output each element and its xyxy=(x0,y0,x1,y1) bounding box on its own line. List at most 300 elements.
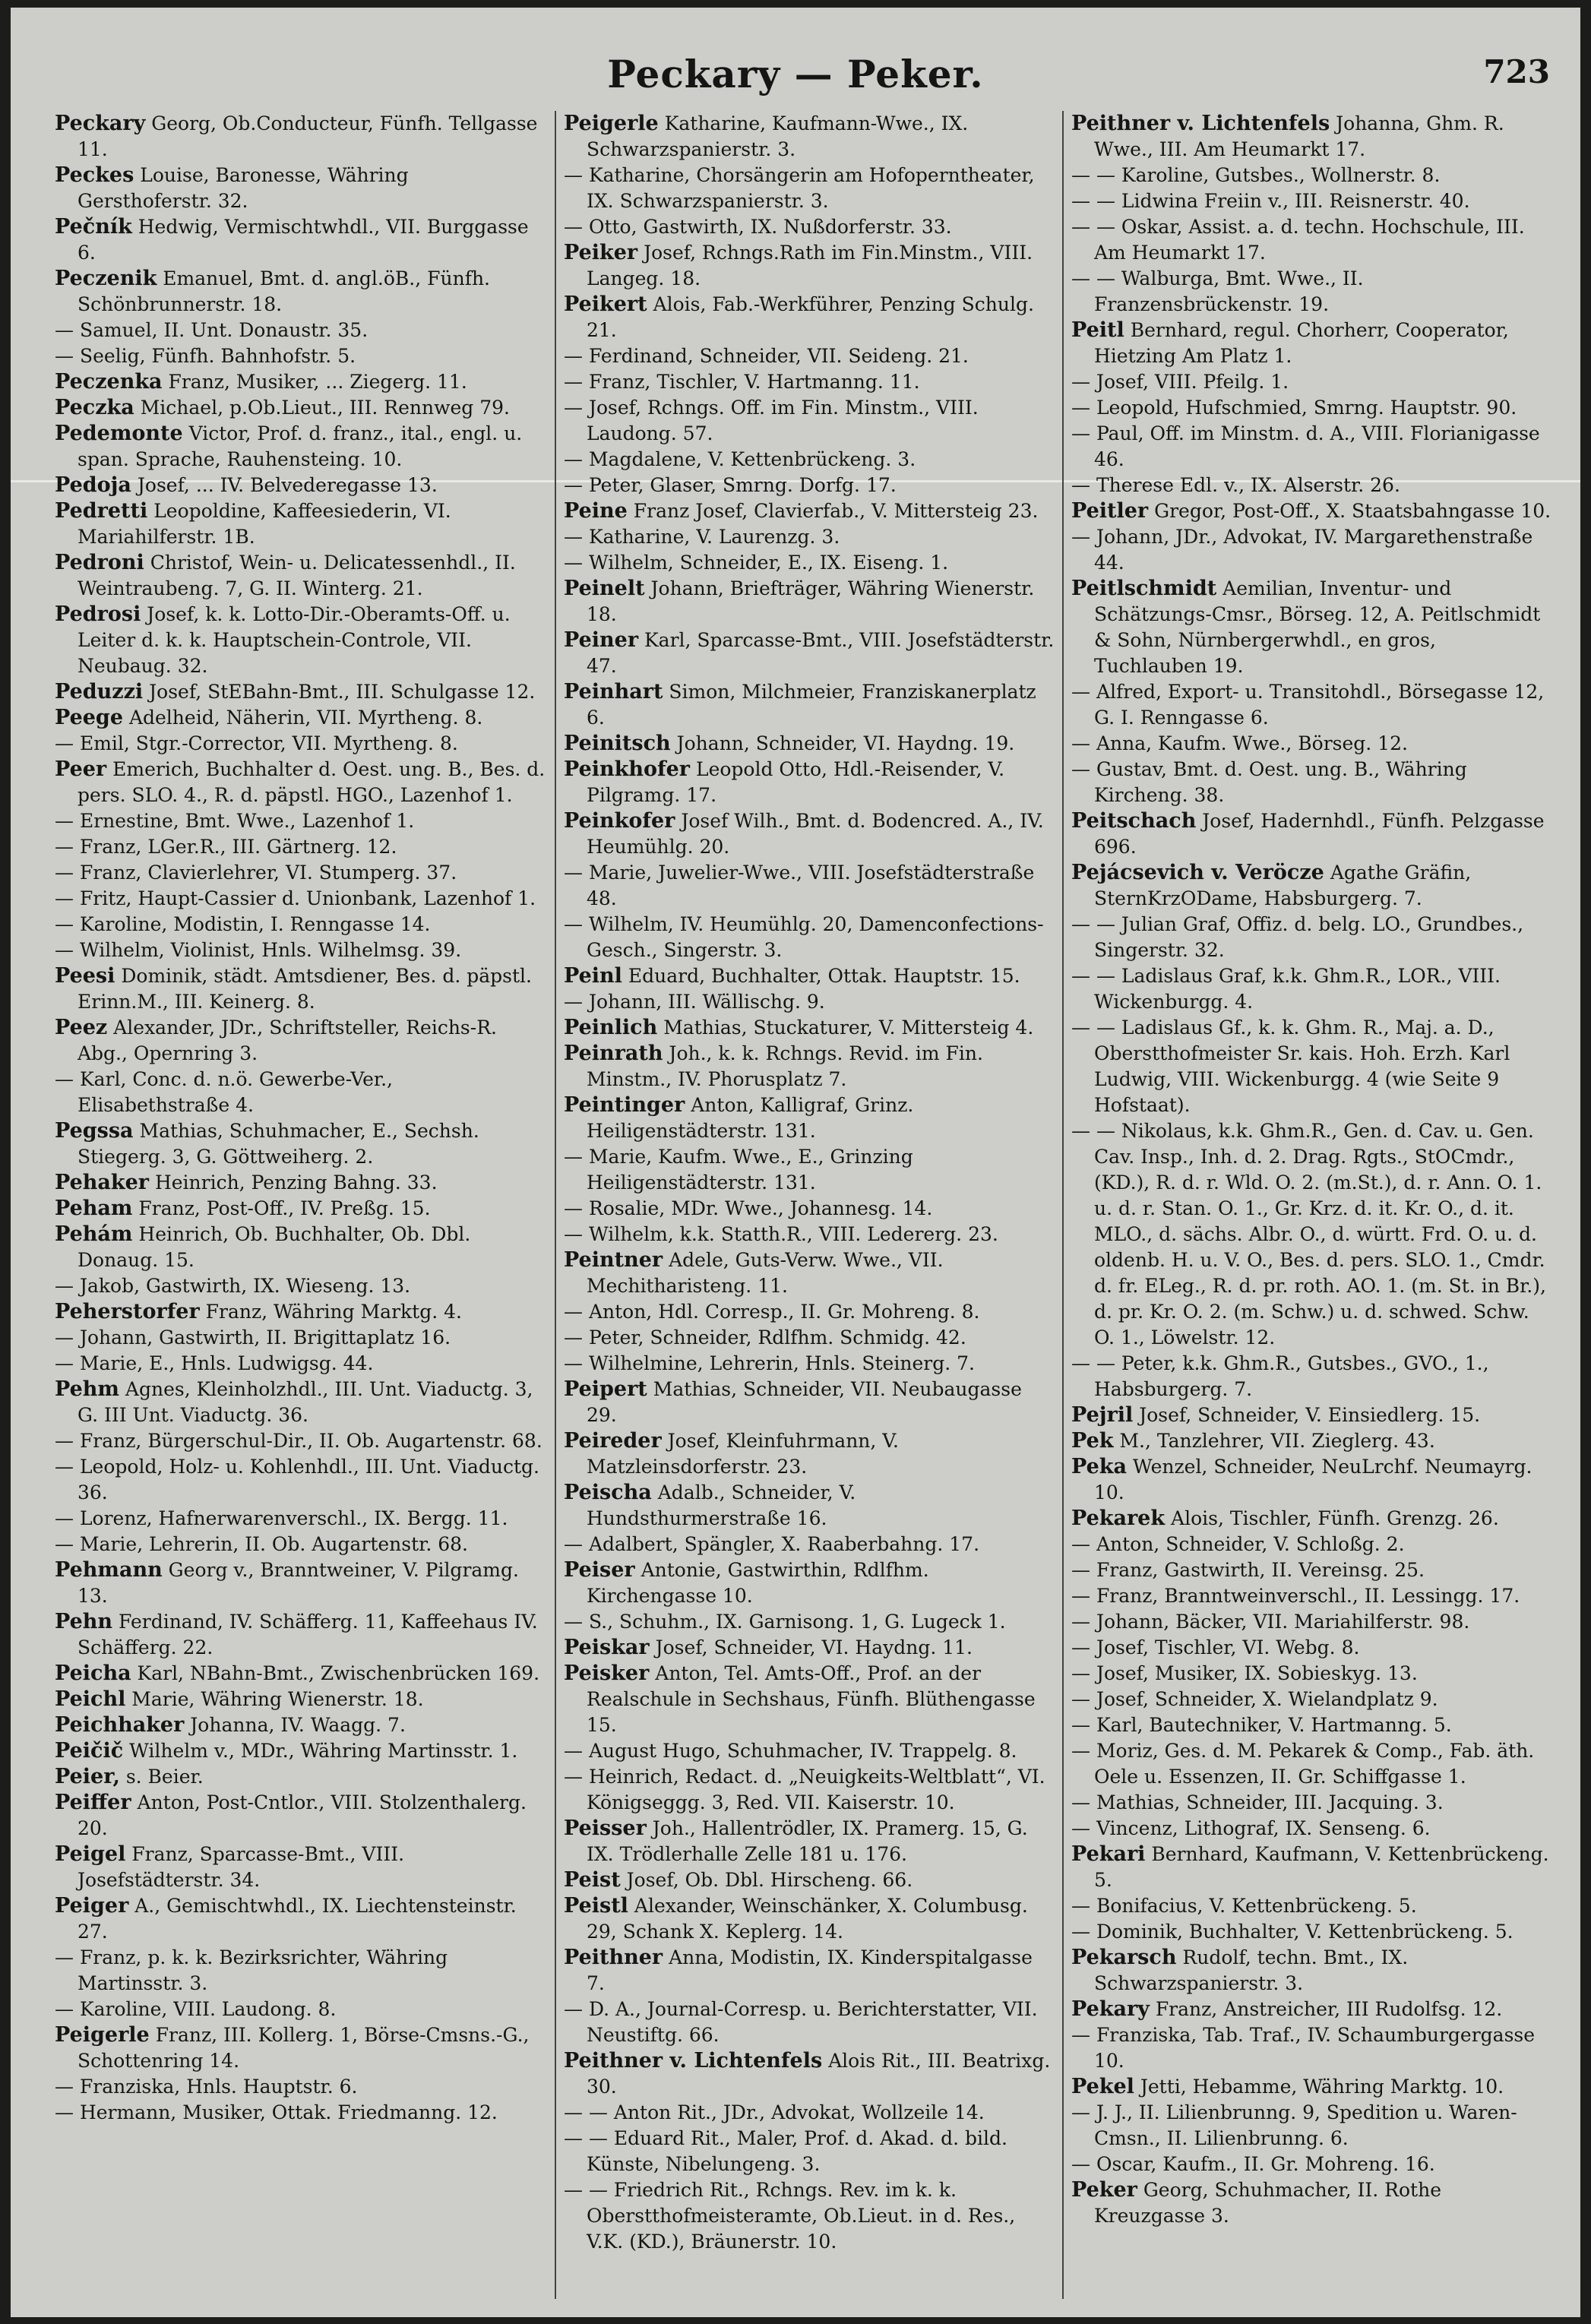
entry-surname: Peipert xyxy=(564,1377,647,1401)
directory-entry xyxy=(55,1712,549,1738)
entry-details: — Therese Edl. v., IX. Alserstr. 26. xyxy=(1071,474,1400,496)
entry-details: — J. J., II. Lilienbrunng. 9, Spedition u. Waren-Cmsn., II. Lilienbrunng. 6. xyxy=(1071,2101,1517,2149)
entry-details: — Wilhelm, IV. Heumühlg. 20, Damenconfections-Gesch., Singerstr. 3. xyxy=(564,913,1044,961)
directory-entry xyxy=(1071,757,1553,808)
directory-entry xyxy=(564,1325,1056,1351)
directory-entry xyxy=(55,111,549,163)
directory-entry xyxy=(564,2126,1056,2177)
directory-entry xyxy=(1071,1790,1553,1816)
directory-entry xyxy=(55,1764,549,1790)
directory-entry xyxy=(564,111,1056,163)
entry-details: — Leopold, Holz- u. Kohlenhdl., III. Unt. Viaductg. 36. xyxy=(55,1456,539,1503)
entry-surname: Peisker xyxy=(564,1662,650,1685)
directory-entry xyxy=(564,1247,1056,1299)
entry-details: Emerich, Buchhalter d. Oest. ung. B., Bes. d. pers. SLO. 4., R. d. päpstl. HGO., Lazenhof 1. xyxy=(77,758,546,806)
entry-details: — Otto, Gastwirth, IX. Nußdorferstr. 33. xyxy=(564,216,952,238)
entry-details: — — Anton Rit., JDr., Advokat, Wollzeile 14. xyxy=(564,2101,985,2123)
entry-surname: Pedemonte xyxy=(55,422,183,445)
entry-surname: Pejácsevich v. Veröcze xyxy=(1071,861,1324,884)
entry-surname: Peiger xyxy=(55,1894,129,1918)
entry-details: — Franz, Bürgerschul-Dir., II. Ob. Augartenstr. 68. xyxy=(55,1430,542,1452)
entry-surname: Pek xyxy=(1071,1429,1114,1453)
directory-entry xyxy=(55,860,549,886)
directory-entry xyxy=(55,266,549,318)
entry-details: Michael, p.Ob.Lieut., III. Rennweg 79. xyxy=(140,397,510,419)
entry-details: Gregor, Post-Off., X. Staatsbahngasse 10. xyxy=(1154,500,1551,522)
entry-details: — Anton, Schneider, V. Schloßg. 2. xyxy=(1071,1533,1405,1555)
entry-details: — — Lidwina Freiin v., III. Reisnerstr. 40. xyxy=(1071,190,1470,212)
directory-entry xyxy=(564,1222,1056,1247)
entry-details: Rudolf, techn. Bmt., IX. Schwarzspanierstr. 3. xyxy=(1094,1946,1409,1994)
entry-details: Karl, NBahn-Bmt., Zwischenbrücken 169. xyxy=(137,1662,540,1684)
directory-entry xyxy=(564,679,1056,731)
entry-details: — Wilhelmine, Lehrerin, Hnls. Steinerg. 7. xyxy=(564,1352,975,1374)
entry-details: — Franz, Gastwirth, II. Vereinsg. 25. xyxy=(1071,1559,1425,1581)
entry-surname: Pekari xyxy=(1071,1842,1146,1866)
directory-entry xyxy=(564,292,1056,343)
entry-surname: Pehn xyxy=(55,1610,113,1633)
directory-entry xyxy=(55,1661,549,1687)
directory-entry xyxy=(55,705,549,731)
directory-entry xyxy=(55,808,549,834)
entry-details: Franz, III. Kollerg. 1, Börse-Cmsns.-G., Schottenring 14. xyxy=(77,2024,530,2072)
directory-entry xyxy=(564,1557,1056,1609)
entry-details: Ferdinand, IV. Schäfferg. 11, Kaffeehaus IV. Schäfferg. 22. xyxy=(77,1611,538,1658)
entry-surname: Peistl xyxy=(564,1894,628,1918)
directory-entry xyxy=(55,1273,549,1299)
entry-details: Franz, Sparcasse-Bmt., VIII. Josefstädterstr. 34. xyxy=(77,1843,405,1891)
entry-details: — Mathias, Schneider, III. Jacquing. 3. xyxy=(1071,1791,1444,1813)
entry-surname: Peikert xyxy=(564,292,647,316)
entry-details: Katharine, Kaufmann-Wwe., IX. Schwarzspanierstr. 3. xyxy=(587,112,969,160)
directory-entry xyxy=(564,2048,1056,2100)
entry-details: — Josef, Musiker, IX. Sobieskyg. 13. xyxy=(1071,1662,1418,1684)
entry-details: — Wilhelm, k.k. Statth.R., VIII. Ledererg. 23. xyxy=(564,1223,998,1245)
entry-surname: Peinrath xyxy=(564,1042,663,1065)
directory-entry xyxy=(564,1532,1056,1557)
entry-details: Josef, Kleinfuhrmann, V. Matzleinsdorferstr. 23. xyxy=(587,1430,899,1478)
directory-entry xyxy=(564,369,1056,395)
directory-entry xyxy=(1071,1118,1553,1351)
directory-entry xyxy=(55,1325,549,1351)
directory-entry xyxy=(55,2100,549,2126)
directory-entry xyxy=(1071,2152,1553,2177)
entry-surname: Peigel xyxy=(55,1842,126,1866)
entry-details: Wenzel, Schneider, NeuLrchf. Neumayrg. 10. xyxy=(1094,1456,1532,1503)
directory-entry xyxy=(1071,2177,1553,2229)
entry-surname: Peczenik xyxy=(55,267,157,290)
directory-entry xyxy=(55,498,549,550)
entry-surname: Pehm xyxy=(55,1377,119,1401)
directory-entry xyxy=(1071,163,1553,188)
entry-details: Aemilian, Inventur- und Schätzungs-Cmsr., Börseg. 12, A. Peitlschmidt & Sohn, Nürnbergerwhdl., en gros, Tuchlauben 19. xyxy=(1094,577,1541,677)
directory-entry xyxy=(1071,1532,1553,1557)
directory-entry xyxy=(55,1351,549,1377)
entry-surname: Peiffer xyxy=(55,1791,131,1814)
entry-details: A., Gemischtwhdl., IX. Liechtensteinstr. 27. xyxy=(77,1895,517,1943)
entry-surname: Peitl xyxy=(1071,318,1124,342)
entry-surname: Peinkofer xyxy=(564,809,675,833)
entry-details: — Johann, JDr., Advokat, IV. Margarethenstraße 44. xyxy=(1071,526,1533,574)
entry-details: — Johann, III. Wällischg. 9. xyxy=(564,991,825,1013)
entry-details: Simon, Milchmeier, Franziskanerplatz 6. xyxy=(587,681,1036,729)
entry-details: — Wilhelm, Violinist, Hnls. Wilhelmsg. 39. xyxy=(55,939,462,961)
entry-details: Bernhard, regul. Chorherr, Cooperator, Hietzing Am Platz 1. xyxy=(1094,319,1509,367)
entry-details: Heinrich, Ob. Buchhalter, Ob. Dbl. Donaug. 15. xyxy=(77,1223,471,1271)
entry-details: Johanna, IV. Waagg. 7. xyxy=(190,1714,406,1736)
directory-entry xyxy=(564,1015,1056,1041)
directory-entry xyxy=(1071,1454,1553,1506)
directory-entry xyxy=(564,1092,1056,1144)
directory-entry xyxy=(1071,111,1553,163)
entry-details: Anton, Kalligraf, Grinz. Heiligenstädterstr. 131. xyxy=(587,1094,914,1142)
directory-entry xyxy=(564,524,1056,550)
entry-details: — Peter, Schneider, Rdlfhm. Schmidg. 42. xyxy=(564,1326,966,1349)
entry-details: — Marie, Lehrerin, II. Ob. Augartenstr. 68. xyxy=(55,1533,468,1555)
directory-entry xyxy=(1071,421,1553,473)
entry-surname: Peinl xyxy=(564,964,622,988)
entry-details: Alois, Fab.-Werkführer, Penzing Schulg. 21. xyxy=(587,293,1034,341)
entry-details: — Alfred, Export- u. Transitohdl., Börsegasse 12, G. I. Renngasse 6. xyxy=(1071,681,1545,729)
directory-entry xyxy=(1071,266,1553,318)
directory-entry xyxy=(1071,1402,1553,1428)
directory-entry xyxy=(55,2074,549,2100)
entry-surname: Peintner xyxy=(564,1248,663,1272)
directory-entry xyxy=(55,1532,549,1557)
directory-entry xyxy=(564,343,1056,369)
directory-entry xyxy=(55,731,549,757)
entry-details: Josef, StEBahn-Bmt., III. Schulgasse 12. xyxy=(149,681,536,703)
directory-entry xyxy=(564,576,1056,628)
entry-details: — August Hugo, Schuhmacher, IV. Trappelg. 8. xyxy=(564,1740,1017,1762)
entry-details: Agathe Gräfin, SternKrzODame, Habsburgerg. 7. xyxy=(1094,862,1472,909)
entry-details: Louise, Baronesse, Währing Gersthoferstr. 32. xyxy=(77,164,409,212)
directory-columns xyxy=(55,111,1559,2299)
entry-surname: Peichhaker xyxy=(55,1713,185,1737)
directory-entry xyxy=(55,1687,549,1712)
directory-entry xyxy=(564,1196,1056,1222)
entry-details: — Anton, Hdl. Corresp., II. Gr. Mohreng. 8. xyxy=(564,1301,980,1323)
directory-entry xyxy=(564,447,1056,473)
entry-details: — Moriz, Ges. d. M. Pekarek & Comp., Fab. äth. Oele u. Essenzen, II. Gr. Schiffgasse 1. xyxy=(1071,1740,1535,1788)
entry-details: — Franz, Branntweinverschl., II. Lessingg. 17. xyxy=(1071,1585,1520,1607)
entry-details: — Wilhelm, Schneider, E., IX. Eiseng. 1. xyxy=(564,552,949,574)
directory-entry xyxy=(1071,808,1553,860)
directory-entry xyxy=(1071,1506,1553,1532)
entry-surname: Pekarek xyxy=(1071,1507,1166,1530)
entry-details: Victor, Prof. d. franz., ital., engl. u. span. Sprache, Rauhensteing. 10. xyxy=(77,422,523,470)
directory-entry xyxy=(564,1480,1056,1532)
entry-details: Christof, Wein- u. Delicatessenhdl., II. Weintraubeng. 7, G. II. Winterg. 21. xyxy=(77,552,516,599)
entry-details: Heinrich, Penzing Bahng. 33. xyxy=(154,1171,438,1194)
entry-details: Mathias, Stuckaturer, V. Mittersteig 4. xyxy=(663,1017,1034,1039)
entry-details: — Josef, Tischler, VI. Webg. 8. xyxy=(1071,1636,1360,1658)
entry-details: — Josef, Schneider, X. Wielandplatz 9. xyxy=(1071,1688,1438,1710)
entry-details: — Fritz, Haupt-Cassier d. Unionbank, Lazenhof 1. xyxy=(55,887,536,909)
directory-entry xyxy=(55,473,549,498)
directory-entry xyxy=(55,163,549,214)
entry-details: Joh., Hallentrödler, IX. Pramerg. 15, G. IX. Trödlerhalle Zelle 181 u. 176. xyxy=(587,1817,1028,1865)
entry-surname: Peithner v. Lichtenfels xyxy=(564,2049,823,2073)
directory-entry xyxy=(1071,1816,1553,1842)
entry-surname: Peczenka xyxy=(55,370,163,394)
directory-entry xyxy=(564,1635,1056,1661)
directory-entry xyxy=(564,757,1056,808)
entry-details: — Josef, Rchngs. Off. im Fin. Minstm., VIII. Laudong. 57. xyxy=(564,397,979,444)
directory-entry xyxy=(564,963,1056,989)
directory-entry xyxy=(1071,1557,1553,1583)
entry-details: Josef, ... IV. Belvederegasse 13. xyxy=(137,474,438,496)
entry-surname: Peigerle xyxy=(55,2023,150,2047)
entry-surname: Pegssa xyxy=(55,1119,134,1143)
entry-details: Adele, Guts-Verw. Wwe., VII. Mechitharisteng. 11. xyxy=(587,1249,944,1297)
entry-surname: Peischa xyxy=(564,1481,652,1504)
directory-entry xyxy=(564,1893,1056,1945)
entry-details: — Anna, Kaufm. Wwe., Börseg. 12. xyxy=(1071,732,1408,754)
entry-details: — Gustav, Bmt. d. Oest. ung. B., Währing Kircheng. 38. xyxy=(1071,758,1467,806)
entry-details: — Magdalene, V. Kettenbrückeng. 3. xyxy=(564,448,916,470)
entry-details: — Samuel, II. Unt. Donaustr. 35. xyxy=(55,319,368,341)
entry-details: Emanuel, Bmt. d. angl.öB., Fünfh. Schönbrunnerstr. 18. xyxy=(77,267,490,315)
directory-entry xyxy=(55,1377,549,1428)
directory-entry xyxy=(1071,1997,1553,2022)
directory-entry xyxy=(564,163,1056,214)
entry-details: — Emil, Stgr.-Corrector, VII. Myrtheng. 8. xyxy=(55,732,458,754)
entry-details: — — Julian Graf, Offiz. d. belg. LO., Grundbes., Singerstr. 32. xyxy=(1071,913,1524,961)
entry-details: — Ferdinand, Schneider, VII. Seideng. 21. xyxy=(564,345,969,367)
entry-details: — Katharine, V. Laurenzg. 3. xyxy=(564,526,840,548)
directory-entry xyxy=(1071,1738,1553,1790)
entry-details: Alexander, Weinschänker, X. Columbusg. 29, Schank X. Keplerg. 14. xyxy=(587,1895,1028,1943)
directory-entry xyxy=(55,1790,549,1842)
entry-details: — — Eduard Rit., Maler, Prof. d. Akad. d. bild. Künste, Nibelungeng. 3. xyxy=(564,2127,1007,2175)
entry-surname: Pehmann xyxy=(55,1558,163,1582)
directory-entry xyxy=(55,369,549,395)
entry-surname: Pehám xyxy=(55,1222,133,1246)
entry-details: — Franziska, Hnls. Hauptstr. 6. xyxy=(55,2076,358,2098)
entry-details: Alois Rit., III. Beatrixg. 30. xyxy=(587,2050,1051,2098)
entry-surname: Pedoja xyxy=(55,473,131,497)
entry-surname: Peesi xyxy=(55,964,115,988)
entry-surname: Peine xyxy=(564,499,628,523)
entry-surname: Peker xyxy=(1071,2178,1137,2202)
directory-entry xyxy=(1071,1945,1553,1997)
directory-entry xyxy=(1071,498,1553,524)
entry-details: — Paul, Off. im Minstm. d. A., VIII. Florianigasse 46. xyxy=(1071,422,1540,470)
entry-details: Eduard, Buchhalter, Ottak. Hauptstr. 15. xyxy=(628,965,1020,987)
entry-details: Johanna, Ghm. R. Wwe., III. Am Heumarkt 17. xyxy=(1094,112,1504,160)
directory-entry xyxy=(55,1015,549,1067)
directory-entry xyxy=(55,1506,549,1532)
entry-surname: Pedrosi xyxy=(55,602,141,626)
directory-entry xyxy=(1071,1428,1553,1454)
entry-details: Josef, Ob. Dbl. Hirscheng. 66. xyxy=(626,1869,913,1891)
entry-surname: Pehaker xyxy=(55,1171,149,1194)
directory-entry xyxy=(55,550,549,602)
directory-entry xyxy=(55,343,549,369)
entry-details: — Dominik, Buchhalter, V. Kettenbrückeng. 5. xyxy=(1071,1921,1514,1943)
entry-details: Josef, Schneider, V. Einsiedlerg. 15. xyxy=(1139,1404,1481,1426)
directory-entry xyxy=(564,2100,1056,2126)
entry-surname: Peherstorfer xyxy=(55,1300,200,1323)
directory-entry xyxy=(564,240,1056,292)
directory-entry xyxy=(55,421,549,473)
directory-entry xyxy=(564,860,1056,912)
directory-entry xyxy=(1071,1712,1553,1738)
entry-details: — D. A., Journal-Corresp. u. Berichterstatter, VII. Neustiftg. 66. xyxy=(564,1998,1038,2046)
entry-details: — S., Schuhm., IX. Garnisong. 1, G. Lugeck 1. xyxy=(564,1611,1006,1633)
entry-details: — — Peter, k.k. Ghm.R., Gutsbes., GVO., 1., Habsburgerg. 7. xyxy=(1071,1352,1489,1400)
directory-entry xyxy=(564,1609,1056,1635)
entry-details: Franz, Post-Off., IV. Preßg. 15. xyxy=(138,1197,431,1219)
directory-entry xyxy=(1071,395,1553,421)
entry-details: Leopoldine, Kaffeesiederin, VI. Mariahilferstr. 1B. xyxy=(77,500,451,548)
entry-surname: Peege xyxy=(55,706,123,729)
entry-surname: Peka xyxy=(1071,1455,1127,1478)
entry-details: — — Ladislaus Gf., k. k. Ghm. R., Maj. a. D., Oberstthofmeister Sr. kais. Hoh. Erzh. Karl Ludwig, VIII. Wickenburgg. 4 (wie Seite 9 Hofstaat). xyxy=(1071,1017,1510,1116)
entry-details: Josef Wilh., Bmt. d. Bodencred. A., IV. Heumühlg. 20. xyxy=(587,810,1044,858)
entry-surname: Pečník xyxy=(55,215,132,239)
column-2 xyxy=(556,111,1064,2299)
entry-surname: Peinelt xyxy=(564,577,645,600)
directory-entry xyxy=(1071,473,1553,498)
entry-surname: Pejril xyxy=(1071,1403,1134,1427)
entry-details: — Karoline, Modistin, I. Renngasse 14. xyxy=(55,913,431,935)
entry-details: — Karl, Bautechniker, V. Hartmanng. 5. xyxy=(1071,1714,1452,1736)
directory-entry xyxy=(55,963,549,1015)
entry-details: — — Ladislaus Graf, k.k. Ghm.R., LOR., VIII. Wickenburgg. 4. xyxy=(1071,965,1501,1013)
directory-entry xyxy=(564,498,1056,524)
directory-entry xyxy=(1071,214,1553,266)
entry-surname: Peier, xyxy=(55,1765,120,1788)
entry-surname: Peicha xyxy=(55,1662,131,1685)
directory-entry xyxy=(564,628,1056,679)
entry-details: — Josef, VIII. Pfeilg. 1. xyxy=(1071,371,1289,393)
entry-surname: Peireder xyxy=(564,1429,662,1453)
entry-details: — Karoline, VIII. Laudong. 8. xyxy=(55,1998,337,2020)
directory-page xyxy=(11,8,1580,2317)
entry-details: Karl, Sparcasse-Bmt., VIII. Josefstädterstr. 47. xyxy=(587,629,1055,677)
directory-entry xyxy=(564,1867,1056,1893)
running-title: Peckary — Peker. xyxy=(607,52,984,96)
entry-surname: Peiskar xyxy=(564,1636,650,1659)
entry-details: Anton, Tel. Amts-Off., Prof. an der Realschule in Sechshaus, Fünfh. Blüthengasse 15. xyxy=(587,1662,1036,1736)
entry-surname: Peckes xyxy=(55,163,134,187)
entry-surname: Peitlschmidt xyxy=(1071,577,1217,600)
directory-entry xyxy=(564,550,1056,576)
directory-entry xyxy=(564,214,1056,240)
directory-entry xyxy=(1071,1893,1553,1919)
entry-details: Anna, Modistin, IX. Kinderspitalgasse 7. xyxy=(587,1946,1033,1994)
entry-details: — Bonifacius, V. Kettenbrückeng. 5. xyxy=(1071,1895,1417,1917)
entry-surname: Peithner xyxy=(564,1946,663,1969)
directory-entry xyxy=(564,1661,1056,1738)
entry-details: Hedwig, Vermischtwhdl., VII. Burggasse 6. xyxy=(77,216,529,264)
entry-details: — Marie, Juwelier-Wwe., VIII. Josefstädterstraße 48. xyxy=(564,862,1035,909)
entry-surname: Peinkhofer xyxy=(564,757,691,781)
column-3 xyxy=(1064,111,1559,2299)
entry-details: — Katharine, Chorsängerin am Hofoperntheater, IX. Schwarzspanierstr. 3. xyxy=(564,164,1035,212)
entry-surname: Peduzzi xyxy=(55,680,144,704)
entry-details: Josef, k. k. Lotto-Dir.-Oberamts-Off. u. Leiter d. k. k. Hauptschein-Controle, VII. Neubaug. 32. xyxy=(77,603,511,677)
entry-details: — — Nikolaus, k.k. Ghm.R., Gen. d. Cav. u. Gen. Cav. Insp., Inh. d. 2. Drag. Rgts., StOCmdr., (KD.), R. d. r. Wld. O. 2. (m.St.), d. r. Ann. O. 1. u. d. r. Stan. O. 1., Gr. Krz. d. it. Kr. O., d. it. MLO., d. sächs. Albr. O., d. württ. Frd. O. u. d. oldenb. H. u. V. O., Bes. d. pers. SLO. 1., Cmdr. d. fr. ELeg., R. d. pr. roth. AO. 1. (m. St. in Br.), d. pr. Kr. O. 2. (m. Schw.) u. d. schwed. Schw. O. 1., Löwelstr. 12. xyxy=(1071,1120,1546,1349)
entry-details: — Heinrich, Redact. d. „Neuigkeits-Weltblatt“, VI. Königseggg. 3, Red. VII. Kaiserstr. 10. xyxy=(564,1766,1045,1813)
entry-surname: Pekel xyxy=(1071,2075,1134,2098)
entry-details: — — Friedrich Rit., Rchngs. Rev. im k. k. Oberstthofmeisteramte, Ob.Lieut. in d. Res., V.K. (KD.), Bräunerstr. 10. xyxy=(564,2179,1016,2253)
page-number: 723 xyxy=(1483,53,1550,90)
entry-surname: Peham xyxy=(55,1197,133,1220)
entry-surname: Peczka xyxy=(55,396,134,419)
entry-details: Josef, Hadernhdl., Fünfh. Pelzgasse 696. xyxy=(1094,810,1545,858)
entry-details: Jetti, Hebamme, Währing Marktg. 10. xyxy=(1140,2076,1504,2098)
entry-details: Franz, Musiker, ... Ziegerg. 11. xyxy=(168,371,467,393)
entry-details: — Franz, LGer.R., III. Gärtnerg. 12. xyxy=(55,836,397,858)
directory-entry xyxy=(564,1428,1056,1480)
directory-entry xyxy=(564,731,1056,757)
entry-surname: Peinlich xyxy=(564,1016,658,1039)
entry-details: Johann, Briefträger, Währing Wienerstr. 18. xyxy=(587,577,1035,625)
entry-surname: Peckary xyxy=(55,112,146,135)
entry-details: — Adalbert, Spängler, X. Raaberbahng. 17. xyxy=(564,1533,980,1555)
entry-details: Bernhard, Kaufmann, V. Kettenbrückeng. 5. xyxy=(1094,1843,1549,1891)
entry-details: — Ernestine, Bmt. Wwe., Lazenhof 1. xyxy=(55,810,415,832)
entry-details: — Franz, Tischler, V. Hartmanng. 11. xyxy=(564,371,920,393)
directory-entry xyxy=(1071,963,1553,1015)
entry-surname: Pedroni xyxy=(55,551,144,574)
entry-details: s. Beier. xyxy=(125,1766,204,1788)
entry-details: Josef, Rchngs.Rath im Fin.Minstm., VIII. Langeg. 18. xyxy=(587,242,1033,289)
entry-details: M., Tanzlehrer, VII. Zieglerg. 43. xyxy=(1119,1430,1435,1452)
entry-surname: Peinitsch xyxy=(564,732,671,755)
entry-details: Agnes, Kleinholzhdl., III. Unt. Viaductg. 3, G. III Unt. Viaductg. 36. xyxy=(77,1378,533,1426)
entry-details: Leopold Otto, Hdl.-Reisender, V. Pilgramg. 17. xyxy=(587,758,1005,806)
directory-entry xyxy=(1071,369,1553,395)
entry-details: Georg v., Branntweiner, V. Pilgramg. 13. xyxy=(77,1559,519,1607)
directory-entry xyxy=(55,886,549,912)
entry-details: Dominik, städt. Amtsdiener, Bes. d. päpstl. Erinn.M., III. Keinerg. 8. xyxy=(77,965,532,1013)
directory-entry xyxy=(564,2177,1056,2255)
entry-details: — Jakob, Gastwirth, IX. Wieseng. 13. xyxy=(55,1275,411,1297)
directory-entry xyxy=(55,1067,549,1118)
entry-details: — — Oskar, Assist. a. d. techn. Hochschule, III. Am Heumarkt 17. xyxy=(1071,216,1525,264)
directory-entry xyxy=(55,938,549,963)
directory-entry xyxy=(1071,1351,1553,1402)
entry-surname: Pekary xyxy=(1071,1997,1150,2021)
directory-entry xyxy=(55,1842,549,1893)
entry-details: Marie, Währing Wienerstr. 18. xyxy=(131,1688,424,1710)
entry-details: — Franz, Clavierlehrer, VI. Stumperg. 37. xyxy=(55,862,457,884)
directory-entry xyxy=(55,214,549,266)
entry-details: Adalb., Schneider, V. Hundsthurmerstraße 16. xyxy=(587,1481,856,1529)
entry-details: — Marie, Kaufm. Wwe., E., Grinzing Heiligenstädterstr. 131. xyxy=(564,1146,913,1194)
directory-entry xyxy=(1071,912,1553,963)
directory-entry xyxy=(1071,2100,1553,2152)
entry-details: Wilhelm v., MDr., Währing Martinsstr. 1. xyxy=(129,1740,518,1762)
directory-entry xyxy=(1071,860,1553,912)
entry-details: Georg, Ob.Conducteur, Fünfh. Tellgasse 11. xyxy=(77,112,538,160)
entry-surname: Peigerle xyxy=(564,112,659,135)
directory-entry xyxy=(55,1609,549,1661)
entry-details: — Johann, Gastwirth, II. Brigittaplatz 16. xyxy=(55,1326,451,1349)
directory-entry xyxy=(1071,1015,1553,1118)
directory-entry xyxy=(55,912,549,938)
directory-entry xyxy=(564,395,1056,447)
directory-entry xyxy=(564,808,1056,860)
directory-entry xyxy=(1071,2022,1553,2074)
directory-entry xyxy=(1071,1687,1553,1712)
entry-details: Georg, Schuhmacher, II. Rothe Kreuzgasse 3. xyxy=(1094,2179,1441,2227)
directory-entry xyxy=(55,1893,549,1945)
